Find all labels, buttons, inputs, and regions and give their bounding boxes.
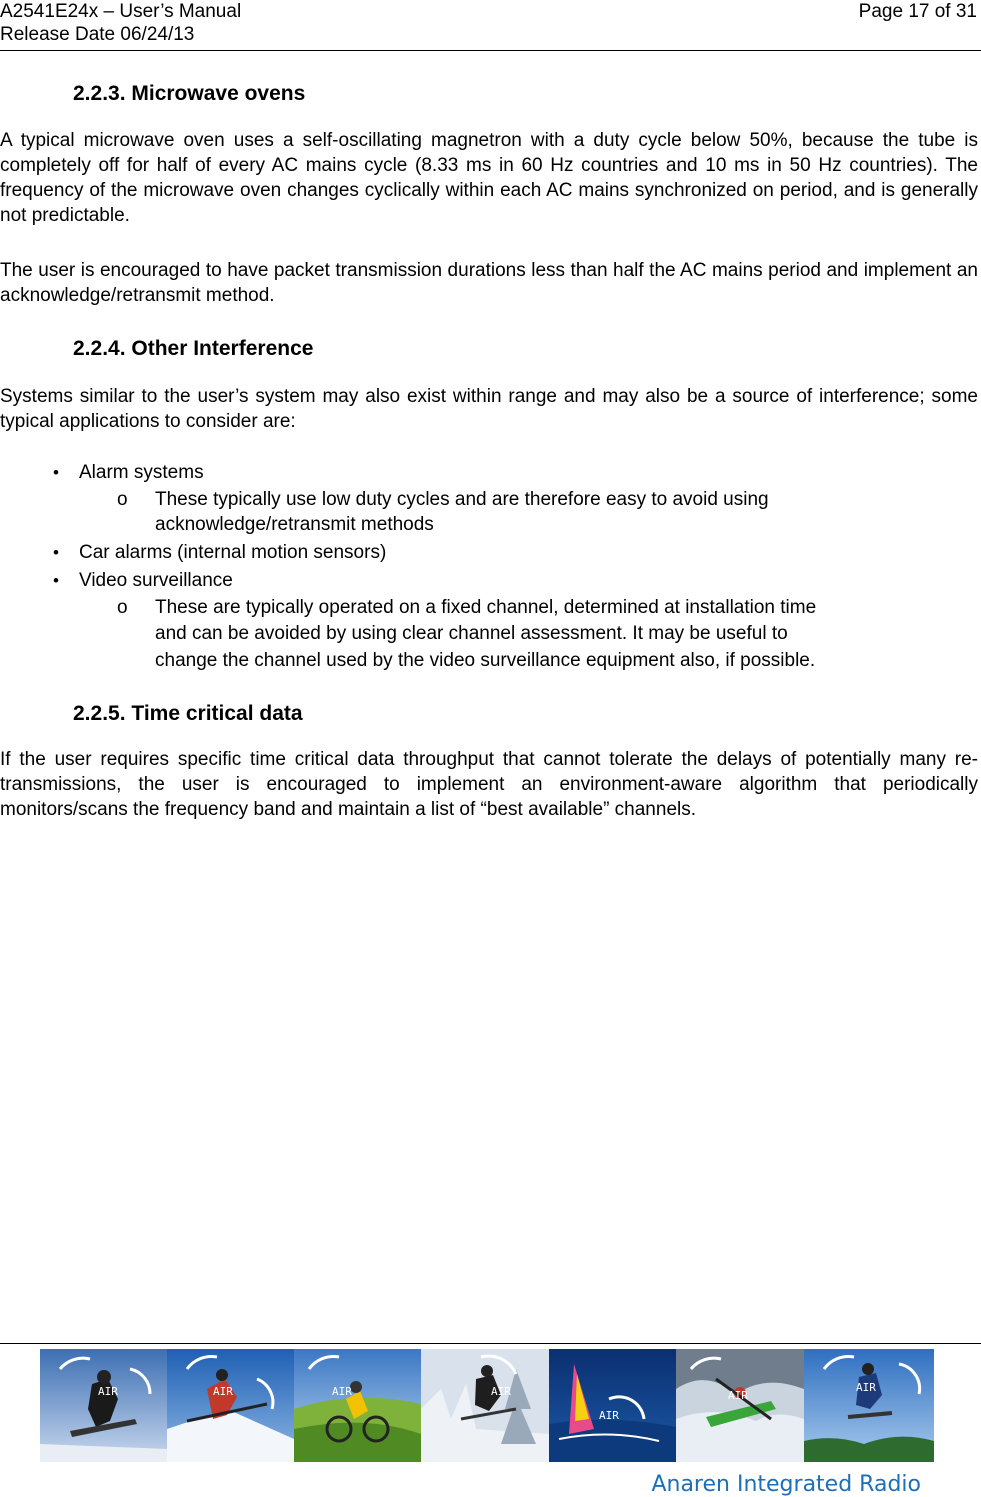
photo-windsurfer [549,1349,676,1462]
section-heading-interference: 2.2.4. Other Interference [73,337,314,360]
page-number: Page 17 of 31 [858,1,977,22]
paragraph-microwave-1: A typical microwave oven uses a self-oscillating magnetron with a duty cycle below 50%, because the tube is completely off for half of every AC mains cycle (8.33 ms in 60 Hz countries and 10 ms in 50 Hz countries). The frequency of the microwave oven changes cyclically within each AC mains synchronized on period, and is generally not predictable. [0,130,978,226]
list-item: Car alarms (internal motion sensors) [79,542,387,563]
sub-list-item: and can be avoided by using clear channel assessment. It may be useful to [155,623,788,644]
bullet-marker: • [53,463,59,482]
photo-snowboarder [40,1349,167,1462]
header-divider [0,50,981,51]
sub-list-item: These typically use low duty cycles and are therefore easy to avoid using [155,489,769,510]
photo-skateboarder [804,1349,934,1462]
air-badge: AIR [98,1385,118,1398]
photo-mountain-biker [294,1349,421,1462]
sub-list-item: These are typically operated on a fixed channel, determined at installation time [155,597,817,618]
air-badge: AIR [728,1389,748,1402]
section-heading-time-critical: 2.2.5. Time critical data [73,702,303,725]
paragraph-microwave-2: The user is encouraged to have packet transmission durations less than half the AC mains period and implement an acknowledge/retransmit method. [0,260,978,306]
sub-list-item: acknowledge/retransmit methods [155,514,434,535]
paragraph-time-critical: If the user requires specific time critical data throughput that cannot tolerate the delays of potentially many re-transmissions, the user is encouraged to implement an environment-aware algorithm that periodically monitors/scans the frequency band and maintain a list of “best available” channels. [0,749,978,820]
footer-photo-strip [40,1349,934,1462]
air-badge: AIR [599,1409,619,1422]
sub-list-item: change the channel used by the video surveillance equipment also, if possible. [155,650,816,671]
list-item: Video surveillance [79,570,233,591]
footer-divider [0,1343,981,1344]
document-title: A2541E24x – User’s Manual [0,1,242,22]
list-item: Alarm systems [79,462,204,483]
paragraph-interference: Systems similar to the user’s system may also exist within range and may also be a source of interference; some typical applications to consider are: [0,386,978,432]
photo-snowboarder-trees [421,1349,549,1462]
sub-bullet-marker: o [117,597,128,618]
air-badge: AIR [332,1385,352,1398]
sub-bullet-marker: o [117,489,128,510]
page-header-left [0,0,241,46]
section-heading-microwave: 2.2.3. Microwave ovens [73,82,306,105]
release-date: Release Date 06/24/13 [0,24,195,45]
air-badge: AIR [213,1385,233,1398]
air-badge: AIR [856,1381,876,1394]
photo-kayaker [676,1349,804,1462]
bullet-marker: • [53,543,59,562]
air-badge: AIR [491,1385,511,1398]
photo-skier [167,1349,294,1462]
bullet-marker: • [53,571,59,590]
brand-name: Anaren Integrated Radio [651,1472,921,1497]
